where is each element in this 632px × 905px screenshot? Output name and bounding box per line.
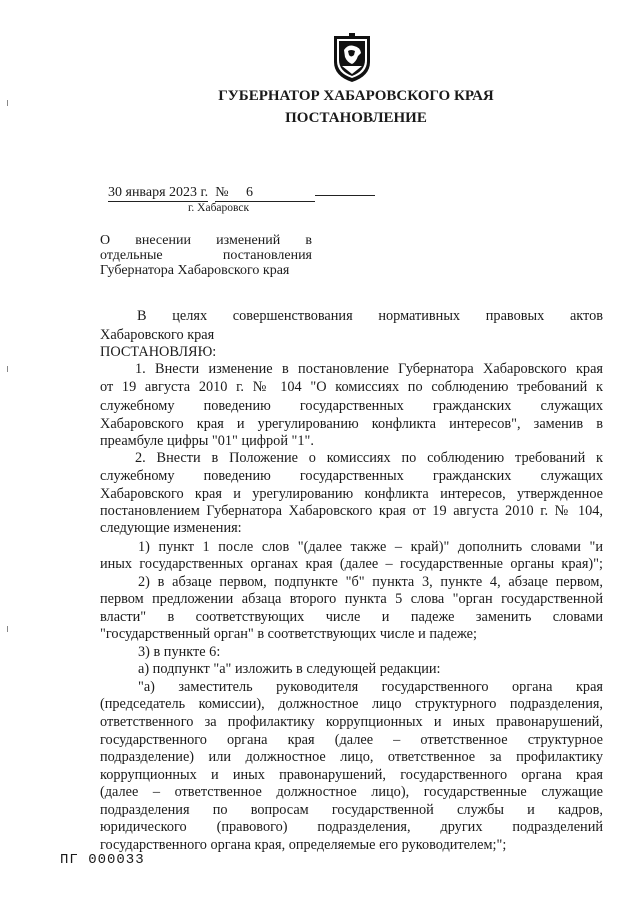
body-line: (председатель комиссии), должностное лицо структурного подразделения, (100, 696, 603, 712)
document-number: 6 (246, 185, 254, 200)
document-type: ПОСТАНОВЛЕНИЕ (285, 110, 427, 126)
body-line: служебному поведению государственных гражданских служащих (100, 468, 603, 484)
body-line: 3) в пункте 6: (138, 644, 221, 660)
subject-line: отдельные постановления (100, 248, 312, 263)
date-number-line (108, 185, 375, 202)
document-number-field: № 6 (215, 185, 315, 202)
issuer-title: ГУБЕРНАТОР ХАБАРОВСКОГО КРАЯ (218, 88, 494, 104)
body-line: Хабаровского края и урегулированию конфликта интересов, утвержденное (100, 486, 603, 502)
scan-mark (7, 366, 8, 372)
body-line: коррупционных и иных правонарушений, государственного органа края (100, 767, 603, 783)
body-line: ответственного за профилактику коррупционных и иных правонарушений, (100, 714, 603, 730)
body-line: Хабаровского края (100, 327, 215, 343)
body-line: следующие изменения: (100, 520, 242, 536)
body-line: "государственный орган" в соответствующих числе и падеже; (100, 626, 477, 642)
body-line: иных государственных органах края (далее – государственные органы края)"; (100, 556, 603, 572)
document-date: 30 января 2023 г. (108, 185, 209, 200)
body-line: подразделение) или должностное лицо, ответственное за профилактику (100, 749, 603, 765)
body-line: "а) заместитель руководителя государственного органа края (138, 679, 603, 695)
document-subject (100, 233, 312, 278)
body-line: юридического (правового) подразделения, других подразделений (100, 819, 603, 835)
body-line: служебному поведению государственных гражданских служащих (100, 398, 603, 414)
body-line: В целях совершенствования нормативных правовых актов (137, 308, 603, 324)
body-line: 2) в абзаце первом, подпункте "б" пункта 3, пункте 4, абзаце первом, (138, 574, 603, 590)
subject-line: О внесении изменений в (100, 233, 312, 248)
body-line: Хабаровского края и урегулированию конфликта интересов", заменив в (100, 416, 603, 432)
body-line: 1) пункт 1 после слов "(далее также – край)" дополнить словами "и (138, 539, 603, 555)
body-line: 1. Внести изменение в постановление Губернатора Хабаровского края (135, 361, 603, 377)
form-serial-code: ПГ 000033 (60, 852, 145, 868)
body-line: первом предложении абзаца второго пункта 5 слова "орган государственной (100, 591, 603, 607)
body-line: государственного органа края (далее – ответственное структурное (100, 732, 603, 748)
body-line: от 19 августа 2010 г. № 104 "О комиссиях по соблюдению требований к (100, 379, 603, 395)
body-line: а) подпункт "а" изложить в следующей редакции: (138, 661, 441, 677)
body-line: ПОСТАНОВЛЯЮ: (100, 344, 217, 360)
body-line: преамбуле цифры "01" цифрой "1". (100, 433, 314, 449)
body-line: 2. Внести в Положение о комиссиях по соблюдению требований к (135, 450, 603, 466)
body-line: власти" в соответствующих числе и падеже заменить словами (100, 609, 603, 625)
body-line: подразделения по вопросам государственной службы и кадров, (100, 802, 603, 818)
body-line: постановлением Губернатора Хабаровского края от 19 августа 2010 г. № 104, (100, 503, 603, 519)
document-city: г. Хабаровск (188, 202, 250, 214)
scan-mark (7, 626, 8, 632)
subject-line: Губернатора Хабаровского края (100, 263, 290, 278)
coat-of-arms-icon (330, 32, 374, 84)
body-line: (далее – ответственное должностное лицо), государственные служащие (100, 784, 603, 800)
body-line: государственного органа края, определяемые его руководителем;"; (100, 837, 507, 853)
scan-mark (7, 100, 8, 106)
